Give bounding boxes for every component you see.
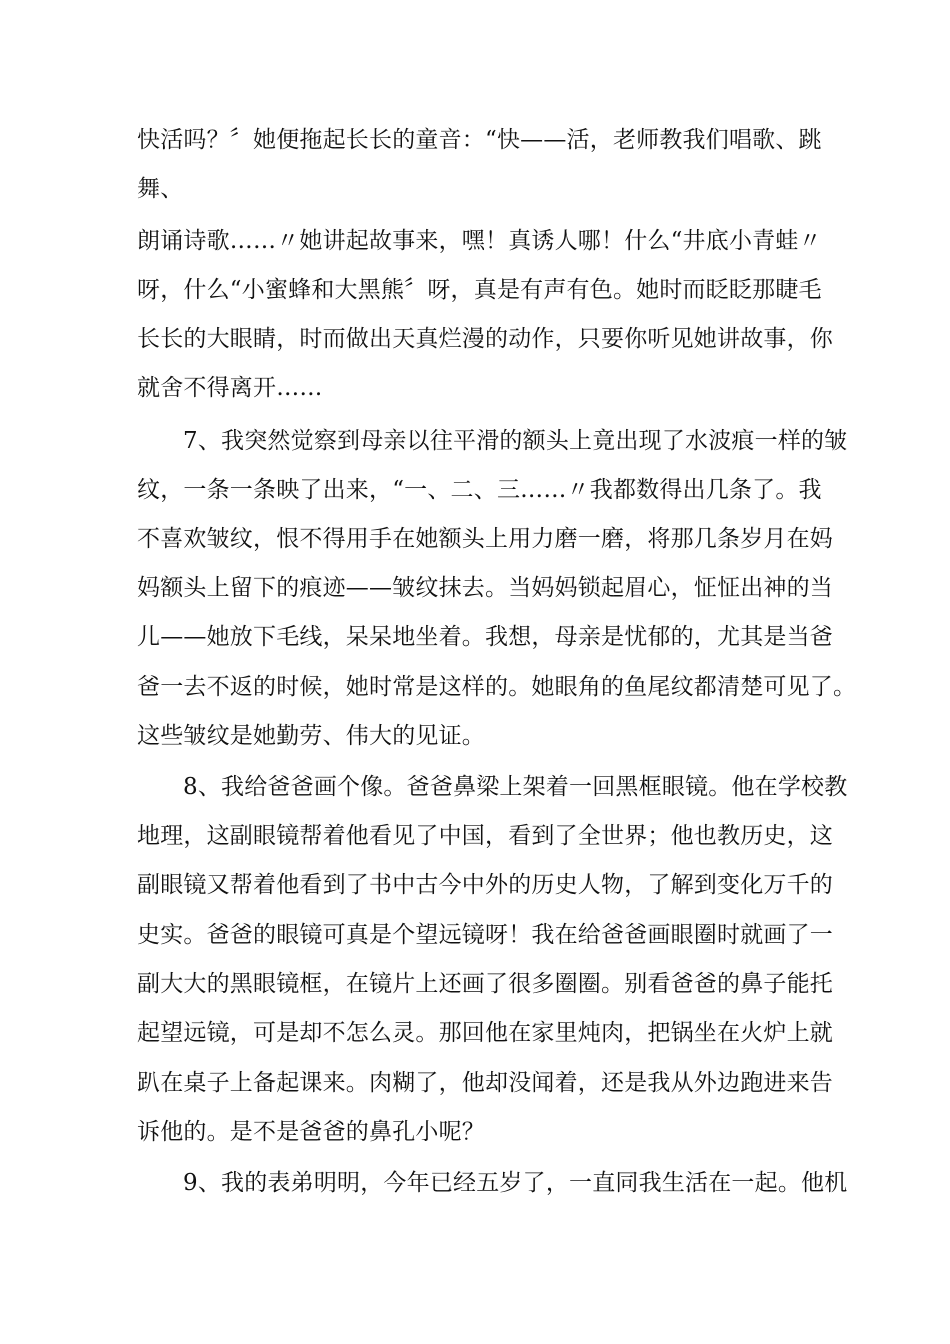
text-line: 起望远镜，可是却不怎么灵。那回他在家里炖肉，把锅坐在火炉上就 xyxy=(137,1020,833,1046)
text-line: 副大大的黑眼镜框，在镜片上还画了很多圈圈。别看爸爸的鼻子能托 xyxy=(137,971,833,997)
text-line: 长长的大眼睛，时而做出天真烂漫的动作，只要你听见她讲故事，你 xyxy=(137,326,833,352)
text-line: 儿——她放下毛线，呆呆地坐着。我想，母亲是忧郁的，尤其是当爸 xyxy=(137,624,833,650)
text-line: 纹，一条一条映了出来，“一、二、三……〃我都数得出几条了。我 xyxy=(137,477,822,503)
text-line: 朗诵诗歌……〃她讲起故事来，嘿！真诱人哪！什么“井底小青蛙〃 xyxy=(137,228,822,254)
paragraph-9-first-line: 9、我的表弟明明，今年已经五岁了，一直同我生活在一起。他机 xyxy=(183,1170,848,1196)
text-line: 史实。爸爸的眼镜可真是个望远镜呀！我在给爸爸画眼圈时就画了一 xyxy=(137,922,833,948)
text-line: 妈额头上留下的痕迹——皱纹抹去。当妈妈锁起眉心，怔怔出神的当 xyxy=(137,575,833,601)
text-line: 快活吗？〞她便拖起长长的童音：“快——活，老师教我们唱歌、跳 xyxy=(137,127,822,153)
text-line: 趴在桌子上备起课来。肉糊了，他却没闻着，还是我从外边跑进来告 xyxy=(137,1070,833,1096)
text-line: 副眼镜又帮着他看到了书中古今中外的历史人物，了解到变化万千的 xyxy=(137,872,833,898)
text-line: 呀，什么“小蜜蜂和大黑熊〞呀，真是有声有色。她时而眨眨那睫毛 xyxy=(137,277,822,303)
text-line: 就舍不得离开…… xyxy=(137,375,323,401)
text-line: 诉他的。是不是爸爸的鼻孔小呢？ xyxy=(137,1119,485,1145)
text-line: 地理，这副眼镜帮着他看见了中国，看到了全世界；他也教历史，这 xyxy=(137,823,833,849)
text-line: 不喜欢皱纹，恨不得用手在她额头上用力磨一磨，将那几条岁月在妈 xyxy=(137,526,833,552)
text-line: 舞、 xyxy=(137,176,184,202)
paragraph-7-first-line: 7、我突然觉察到母亲以往平滑的额头上竟出现了水波痕一样的皱 xyxy=(183,428,848,454)
text-line: 这些皱纹是她勤劳、伟大的见证。 xyxy=(137,723,485,749)
paragraph-8-first-line: 8、我给爸爸画个像。爸爸鼻梁上架着一回黑框眼镜。他在学校教 xyxy=(183,774,848,800)
text-line: 爸一去不返的时候，她时常是这样的。她眼角的鱼尾纹都清楚可见了。 xyxy=(137,674,857,700)
